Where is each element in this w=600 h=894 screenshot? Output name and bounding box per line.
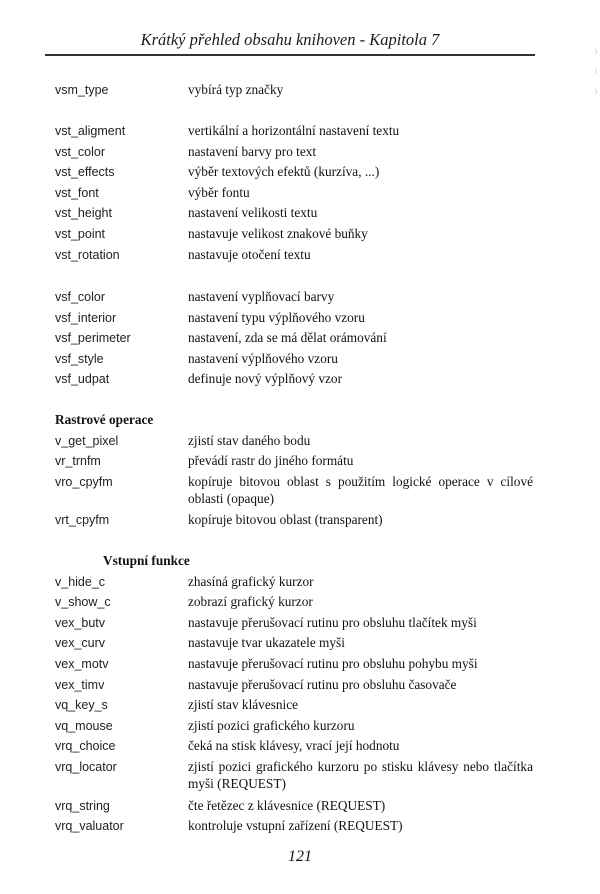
function-entry	[0, 737, 600, 754]
function-entry	[0, 370, 600, 387]
function-description: zjistí stav klávesnice	[188, 697, 299, 713]
function-description: čeká na stisk klávesy, vrací její hodnotu	[188, 738, 400, 754]
function-name: v_hide_c	[55, 574, 106, 589]
function-entry	[0, 246, 600, 263]
function-name: vrq_locator	[55, 760, 117, 774]
function-entry	[0, 225, 600, 242]
function-description: kontroluje vstupní zařízení (REQUEST)	[188, 818, 403, 834]
function-name: vst_aligment	[55, 124, 126, 138]
function-entry	[0, 676, 600, 693]
function-entry	[0, 655, 600, 672]
function-name: vsf_style	[55, 351, 104, 366]
function-name: vst_color	[55, 144, 106, 159]
function-name: vro_cpyfm	[55, 474, 113, 489]
function-name: vrt_cpyfm	[55, 513, 110, 528]
function-entry	[0, 634, 600, 651]
function-name: vq_key_s	[55, 698, 108, 713]
function-entry	[0, 329, 600, 346]
function-description: nastavuje přerušovací rutinu pro obsluhu časovače	[188, 676, 457, 692]
function-name: v_show_c	[55, 595, 111, 610]
function-entry	[0, 696, 600, 713]
function-entry	[0, 81, 600, 98]
function-name: vr_trnfm	[55, 454, 101, 469]
function-description: nastavuje přerušovací rutinu pro obsluhu pohybu myši	[188, 656, 478, 671]
function-name: vex_motv	[55, 657, 109, 671]
function-entry	[0, 309, 600, 326]
function-description: vybírá typ značky	[188, 82, 284, 97]
function-entry	[0, 122, 600, 139]
function-name: vsf_interior	[55, 310, 117, 325]
function-name: vex_curv	[55, 636, 106, 651]
function-entry	[0, 817, 600, 834]
function-entry	[0, 614, 600, 631]
function-name: vrq_valuator	[55, 819, 124, 834]
function-entry	[0, 204, 600, 221]
function-description: nastavení výplňového vzoru	[188, 350, 338, 366]
section-heading: Rastrové operace	[55, 412, 154, 427]
function-name: vrq_string	[55, 798, 110, 813]
function-name: vsm_type	[55, 83, 109, 97]
function-entry	[0, 473, 600, 507]
section-heading: Vstupní funkce	[103, 553, 190, 568]
function-entry	[0, 593, 600, 610]
function-description: nastavení typu výplňového vzoru	[188, 309, 365, 325]
function-description: nastavuje velikost znakové buňky	[188, 226, 368, 241]
function-name: v_get_pixel	[55, 433, 119, 448]
function-description: zjistí pozici grafického kurzoru	[188, 717, 355, 733]
scan-mark	[593, 48, 597, 55]
header-title: Krátký přehled obsahu knihoven - Kapitola 7	[140, 30, 440, 49]
function-entry	[0, 184, 600, 201]
function-description: výběr fontu	[188, 184, 250, 200]
function-name: vst_rotation	[55, 247, 120, 262]
scan-mark	[593, 68, 597, 75]
function-entry	[0, 717, 600, 734]
function-description: nastavení barvy pro text	[188, 143, 317, 159]
function-description: nastavuje přerušovací rutinu pro obsluhu tlačítek myši	[188, 614, 477, 630]
function-description: nastavuje otočení textu	[188, 246, 311, 262]
function-description: zjistí pozici grafického kurzoru po stisku klávesy nebo tlačítka myši (REQUEST)	[188, 759, 533, 791]
function-name: vsf_perimeter	[55, 331, 131, 346]
function-name: vst_height	[55, 206, 112, 221]
function-name: vst_font	[55, 185, 99, 200]
function-description: definuje nový výplňový vzor	[188, 371, 342, 387]
function-entry	[0, 163, 600, 180]
function-entry	[0, 511, 600, 528]
function-description: zjistí stav daného bodu	[188, 432, 311, 448]
function-name: vex_timv	[55, 677, 105, 692]
page-number: 121	[288, 848, 312, 865]
function-description: kopíruje bitovou oblast (transparent)	[188, 512, 383, 528]
function-description: kopíruje bitovou oblast s použitím logické operace v cílové oblasti (opaque)	[188, 473, 533, 506]
function-name: vst_point	[55, 227, 106, 241]
function-description: vertikální a horizontální nastavení textu	[188, 123, 400, 138]
function-entry	[0, 350, 600, 367]
function-description: převádí rastr do jiného formátu	[188, 453, 354, 469]
function-entry	[0, 143, 600, 160]
function-description: čte řetězec z klávesnice (REQUEST)	[188, 797, 386, 813]
function-entry	[0, 432, 600, 449]
function-name: vq_mouse	[55, 718, 113, 733]
function-description: nastavení velikosti textu	[188, 205, 318, 221]
function-description: zobrazí grafický kurzor	[188, 594, 313, 610]
function-entry	[0, 573, 600, 590]
function-name: vrq_choice	[55, 739, 116, 754]
header-rule	[45, 54, 535, 56]
function-description: nastavení, zda se má dělat orámování	[188, 330, 387, 346]
function-description: zhasíná grafický kurzor	[188, 573, 314, 589]
function-name: vst_effects	[55, 165, 115, 180]
function-description: nastavuje tvar ukazatele myši	[188, 635, 345, 651]
function-entry	[0, 758, 600, 792]
function-name: vsf_color	[55, 290, 106, 304]
function-name: vsf_udpat	[55, 372, 110, 387]
function-description: výběr textových efektů (kurzíva, ...)	[188, 164, 380, 180]
function-entry	[0, 288, 600, 305]
function-entry	[0, 452, 600, 469]
function-description: nastavení vyplňovací barvy	[188, 289, 335, 304]
function-entry	[0, 797, 600, 814]
function-name: vex_butv	[55, 615, 106, 630]
